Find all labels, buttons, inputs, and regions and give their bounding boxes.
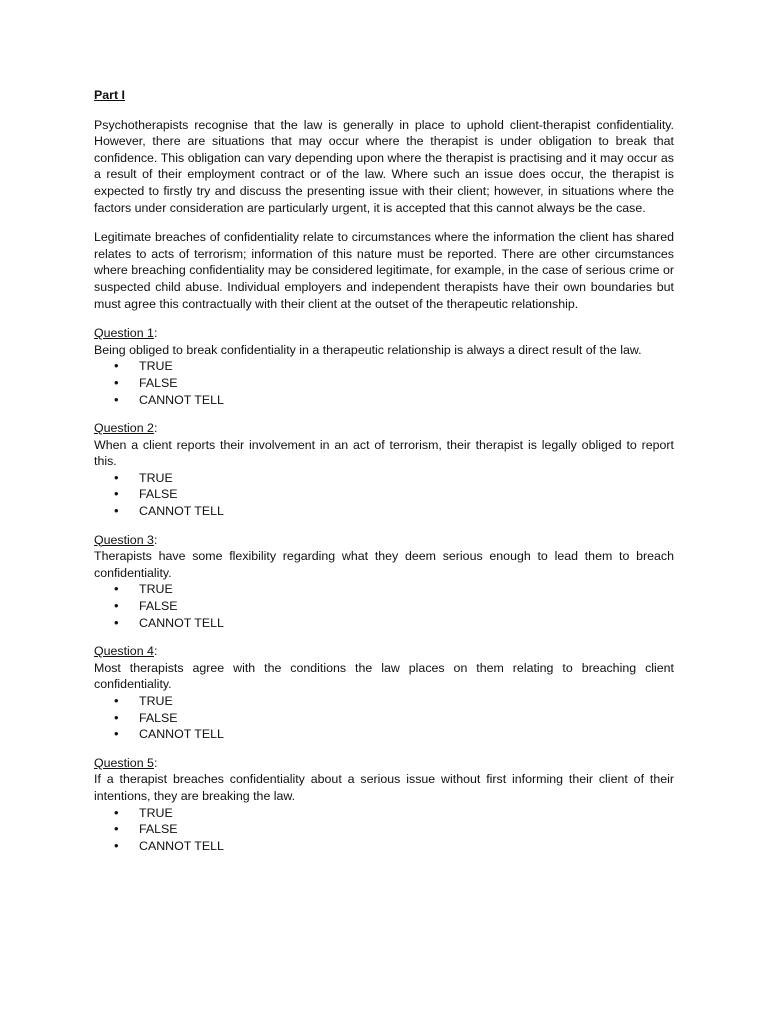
question-5 [94, 755, 674, 855]
bullet-icon: • [114, 837, 119, 853]
option-cannot-tell[interactable] [94, 392, 674, 409]
question-1 [94, 325, 674, 408]
option-cannot-tell[interactable] [94, 726, 674, 743]
option-label: CANNOT TELL [139, 838, 224, 853]
answer-options [94, 693, 674, 743]
bullet-icon: • [114, 709, 119, 725]
option-label: FALSE [139, 487, 178, 502]
option-cannot-tell[interactable] [94, 503, 674, 520]
option-false[interactable] [94, 710, 674, 727]
question-label: Question 2: [94, 421, 158, 436]
breaches-paragraph: Legitimate breaches of confidentiality relate to circumstances where the information the client has shared relates to acts of terrorism; information of this nature must be reported. There are other circumstances where breaching confidentiality may be considered legitimate, for example, in the case of serious crime or suspected child abuse. Individual employers and independent therapists have their own boundaries but must agree this contractually with their client at the outset of the therapeutic relationship. [94, 230, 674, 311]
option-true[interactable] [94, 805, 674, 822]
option-label: CANNOT TELL [139, 727, 224, 742]
option-label: TRUE [139, 359, 173, 374]
option-label: FALSE [139, 710, 178, 725]
question-text: Being obliged to break confidentiality in a therapeutic relationship is always a direct result of the law. [94, 342, 642, 357]
bullet-icon: • [114, 581, 119, 597]
answer-options [94, 470, 674, 520]
option-false[interactable] [94, 821, 674, 838]
option-false[interactable] [94, 486, 674, 503]
question-3 [94, 532, 674, 632]
bullet-icon: • [114, 358, 119, 374]
question-4 [94, 643, 674, 743]
bullet-icon: • [114, 486, 119, 502]
option-label: CANNOT TELL [139, 615, 224, 630]
bullet-icon: • [114, 804, 119, 820]
bullet-icon: • [114, 598, 119, 614]
option-label: CANNOT TELL [139, 504, 224, 519]
intro-paragraph: Psychotherapists recognise that the law is generally in place to uphold client-therapist confidentiality. However, there are situations that may occur where the therapist is under obligation to break that confidence. This obligation can vary depending upon where the therapist is practising and it may occur as a result of their employment contract or of the law. Where such an issue does occur, the therapist is expected to firstly try and discuss the presenting issue with their client; however, in situations where the factors under consideration are particularly urgent, it is accepted that this cannot always be the case. [94, 117, 674, 215]
option-label: FALSE [139, 375, 178, 390]
option-label: TRUE [139, 805, 173, 820]
option-true[interactable] [94, 693, 674, 710]
option-true[interactable] [94, 581, 674, 598]
bullet-icon: • [114, 614, 119, 630]
option-label: TRUE [139, 582, 173, 597]
question-2 [94, 420, 674, 520]
option-false[interactable] [94, 375, 674, 392]
question-text: Most therapists agree with the conditions the law places on them relating to breaching client confidentiality. [94, 660, 674, 692]
option-false[interactable] [94, 598, 674, 615]
answer-options [94, 805, 674, 855]
bullet-icon: • [114, 374, 119, 390]
question-label: Question 1: [94, 326, 158, 341]
bullet-icon: • [114, 469, 119, 485]
option-label: FALSE [139, 599, 178, 614]
option-label: TRUE [139, 694, 173, 708]
option-true[interactable] [94, 358, 674, 375]
option-label: CANNOT TELL [139, 392, 224, 407]
bullet-icon: • [114, 391, 119, 407]
answer-options [94, 358, 674, 408]
question-text: If a therapist breaches confidentiality about a serious issue without first informing their client of their intentions, they are breaking the law. [94, 772, 674, 803]
option-label: FALSE [139, 822, 178, 837]
bullet-icon: • [114, 693, 119, 708]
option-cannot-tell[interactable] [94, 615, 674, 632]
question-text: Therapists have some flexibility regarding what they deem serious enough to lead them to breach confidentiality. [94, 549, 674, 580]
bullet-icon: • [114, 503, 119, 519]
question-label: Question 5: [94, 755, 158, 770]
question-label: Question 4: [94, 644, 158, 659]
document-content [94, 87, 674, 866]
part-heading: Part I [94, 88, 125, 102]
bullet-icon: • [114, 821, 119, 837]
bullet-icon: • [114, 726, 119, 742]
option-true[interactable] [94, 470, 674, 487]
option-cannot-tell[interactable] [94, 838, 674, 855]
question-label: Question 3: [94, 532, 158, 547]
option-label: TRUE [139, 470, 173, 485]
answer-options [94, 581, 674, 631]
question-text: When a client reports their involvement in an act of terrorism, their therapist is legally obliged to report this. [94, 437, 674, 469]
